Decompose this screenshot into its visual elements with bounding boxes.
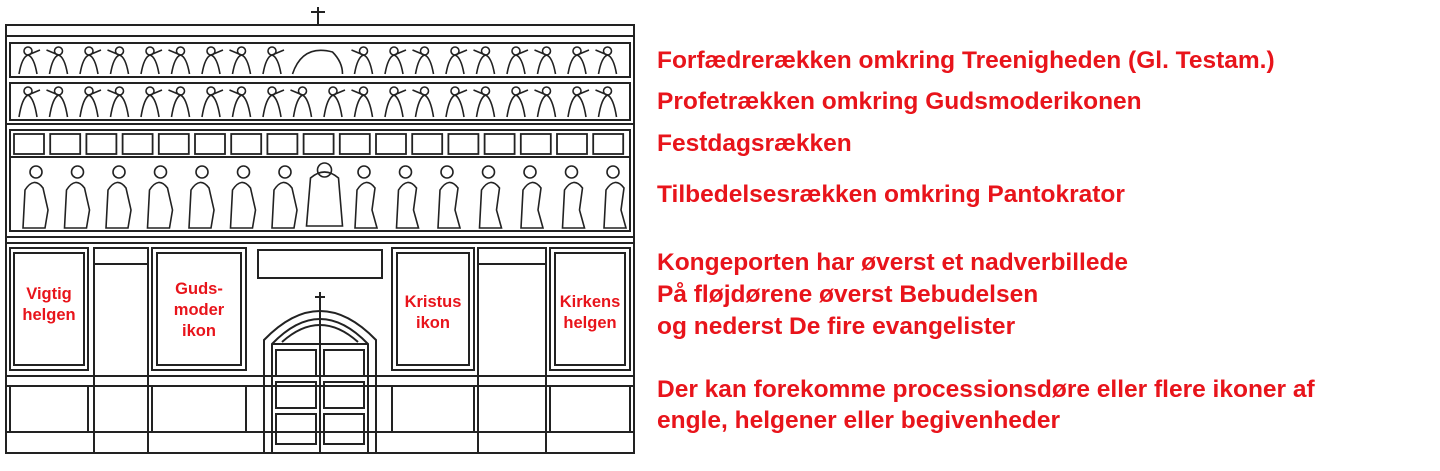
deesis-figure xyxy=(272,182,297,228)
feast-icon-box xyxy=(195,134,225,154)
feast-icon-box xyxy=(50,134,80,154)
top-cross xyxy=(311,7,325,24)
prophet-head xyxy=(85,87,93,95)
deesis-figure xyxy=(65,182,90,228)
prophet-head xyxy=(573,87,581,95)
deesis-figure xyxy=(563,182,585,228)
deesis-head xyxy=(30,166,42,178)
deesis-head xyxy=(196,166,208,178)
prophet-head xyxy=(360,87,368,95)
prophet-head xyxy=(116,87,124,95)
forefather-head xyxy=(451,47,459,55)
forefather-figure xyxy=(230,50,251,74)
prophet-head xyxy=(390,87,398,95)
forefather-figure xyxy=(141,50,162,74)
feast-icon-boxes xyxy=(14,134,623,154)
forefather-head xyxy=(146,47,154,55)
forefather-figure xyxy=(446,50,467,74)
forefather-head xyxy=(604,47,612,55)
deesis-head xyxy=(607,166,619,178)
forefather-figure xyxy=(535,50,556,74)
royal-doors-label-3: og nederst De fire evangelister xyxy=(657,313,1016,340)
trinity-figure xyxy=(293,50,343,74)
forefather-head xyxy=(482,47,490,55)
feast-icon-box xyxy=(86,134,116,154)
deesis-figures xyxy=(23,163,626,228)
deesis-figure xyxy=(355,182,377,228)
deesis-figure xyxy=(480,182,502,228)
deesis-figure xyxy=(231,182,256,228)
forefather-figure xyxy=(202,50,223,74)
forefather-figure xyxy=(413,50,434,74)
prophet-head xyxy=(329,87,337,95)
forefather-figure xyxy=(568,50,589,74)
forefather-head xyxy=(55,47,63,55)
forefather-figure xyxy=(108,50,129,74)
deesis-figure xyxy=(148,182,173,228)
other-doors-label-1: Der kan forekomme processionsdøre eller flere ikoner af xyxy=(657,376,1315,403)
forefather-figure xyxy=(507,50,528,74)
forefather-figure xyxy=(19,50,40,74)
forefather-head xyxy=(207,47,215,55)
forefather-head xyxy=(268,47,276,55)
deesis-head xyxy=(483,166,495,178)
pantocrator-figure xyxy=(307,172,343,226)
feast-icon-box xyxy=(123,134,153,154)
prophet-head xyxy=(604,87,612,95)
deesis-figure xyxy=(397,182,419,228)
forefather-figure xyxy=(385,50,406,74)
deesis-head xyxy=(524,166,536,178)
forefather-figure xyxy=(80,50,101,74)
prophet-head xyxy=(238,87,246,95)
forefather-head xyxy=(85,47,93,55)
other-doors-label-2: engle, helgener eller begivenheder xyxy=(657,407,1061,434)
deesis-head xyxy=(566,166,578,178)
forefather-head xyxy=(24,47,32,55)
forefather-head xyxy=(421,47,429,55)
feast-icon-box xyxy=(485,134,515,154)
feast-icon-box xyxy=(304,134,334,154)
forefather-head xyxy=(573,47,581,55)
prophet-head xyxy=(207,87,215,95)
forefather-figure xyxy=(169,50,190,74)
forefathers-row-label: Forfædrerækken omkring Treenigheden (Gl. Testam.) xyxy=(657,47,1275,74)
deesis-head xyxy=(400,166,412,178)
forefather-figure xyxy=(596,50,617,74)
forefather-figure xyxy=(263,50,284,74)
feast-icon-box xyxy=(557,134,587,154)
iconostasis-drawing xyxy=(0,0,640,471)
deesis-figure xyxy=(438,182,460,228)
forefather-head xyxy=(512,47,520,55)
forefather-head xyxy=(116,47,124,55)
feasts-row-label: Festdagsrækken xyxy=(657,130,852,157)
feast-icon-box xyxy=(448,134,478,154)
deesis-head xyxy=(155,166,167,178)
important-saint-label: Vigtig helgen xyxy=(22,285,76,324)
prophets-row-label: Profetrækken omkring Gudsmoderikonen xyxy=(657,88,1142,115)
forefather-figure xyxy=(352,50,373,74)
feast-icon-box xyxy=(412,134,442,154)
deesis-tier xyxy=(10,157,630,231)
prophets-tier xyxy=(10,83,630,120)
royal-doors xyxy=(264,292,376,453)
deesis-figure xyxy=(23,182,48,228)
prophet-head xyxy=(451,87,459,95)
prophet-figures xyxy=(19,87,617,117)
feast-icon-box xyxy=(593,134,623,154)
deesis-head xyxy=(358,166,370,178)
deesis-head xyxy=(113,166,125,178)
theotokos-icon-label: Guds- moder ikon xyxy=(173,280,225,340)
forefathers-tier xyxy=(10,43,630,77)
prophet-head xyxy=(146,87,154,95)
royal-doors-label-2: På fløjdørene øverst Bebudelsen xyxy=(657,281,1039,308)
forefather-head xyxy=(360,47,368,55)
feast-icon-box xyxy=(159,134,189,154)
prophet-head xyxy=(299,87,307,95)
deesis-figure xyxy=(106,182,131,228)
pantocrator-head xyxy=(318,163,332,177)
deesis-figure xyxy=(521,182,543,228)
forefather-figure xyxy=(474,50,495,74)
deesis-head xyxy=(72,166,84,178)
feast-icon-box xyxy=(376,134,406,154)
deesis-figure xyxy=(189,182,214,228)
deesis-head xyxy=(441,166,453,178)
forefather-head xyxy=(543,47,551,55)
forefather-head xyxy=(238,47,246,55)
feast-icon-box xyxy=(340,134,370,154)
prophet-head xyxy=(268,87,276,95)
church-saint-label: Kirkens helgen xyxy=(559,293,621,332)
feast-icon-box xyxy=(14,134,44,154)
forefather-head xyxy=(390,47,398,55)
prophet-head xyxy=(24,87,32,95)
deesis-head xyxy=(238,166,250,178)
deesis-figure xyxy=(604,182,626,228)
prophet-head xyxy=(55,87,63,95)
prophet-head xyxy=(512,87,520,95)
prophet-head xyxy=(177,87,185,95)
forefather-head xyxy=(177,47,185,55)
feast-icon-box xyxy=(521,134,551,154)
prophet-head xyxy=(543,87,551,95)
prophet-head xyxy=(482,87,490,95)
forefather-figures xyxy=(19,47,617,74)
feast-icon-box xyxy=(267,134,297,154)
feast-icon-box xyxy=(231,134,261,154)
forefather-figure xyxy=(47,50,68,74)
christ-icon-label: Kristus ikon xyxy=(404,293,462,332)
royal-doors-label-1: Kongeporten har øverst et nadverbillede xyxy=(657,249,1129,276)
deesis-head xyxy=(279,166,291,178)
prophet-head xyxy=(421,87,429,95)
deesis-row-label: Tilbedelsesrækken omkring Pantokrator xyxy=(657,181,1125,208)
